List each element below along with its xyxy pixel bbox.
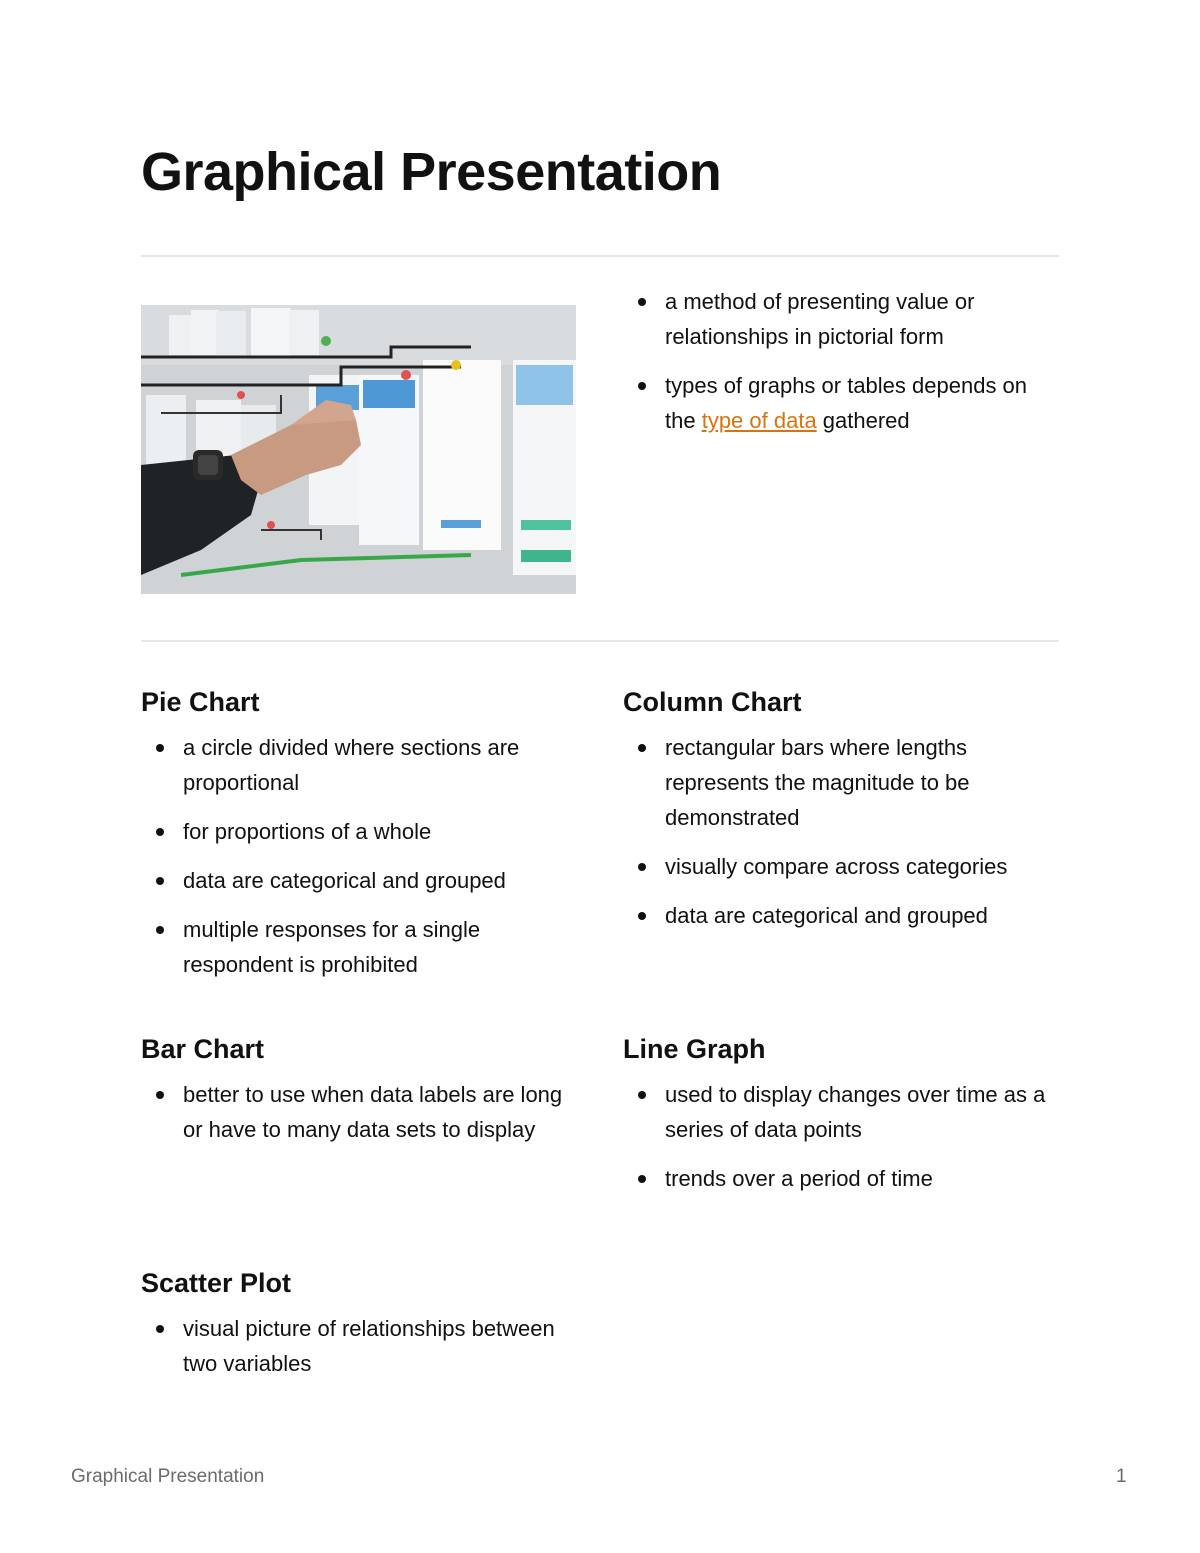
divider [141,255,1059,257]
list-item: used to display changes over time as a series of data points [623,1077,1059,1147]
list-item: data are categorical and grouped [141,863,577,898]
list-item: multiple responses for a single respondent is prohibited [141,912,577,982]
scatter-plot-section [141,1266,577,1395]
page-number: 1 [1116,1466,1127,1487]
type-of-data-link[interactable]: type of data [701,408,817,433]
list-item: data are categorical and grouped [623,898,1059,933]
list-item: visually compare across categories [623,849,1059,884]
pie-chart-section [141,685,577,996]
bar-chart-section [141,1032,577,1161]
column-chart-section [623,685,1059,947]
list-item: better to use when data labels are long or have to many data sets to display [141,1077,577,1147]
list-item: for proportions of a whole [141,814,577,849]
section-heading: Bar Chart [141,1034,265,1064]
list-item: types of graphs or tables depends on the type of data gathered [623,368,1059,438]
divider [141,640,1059,642]
page-title: Graphical Presentation [141,142,722,202]
intro-section [623,284,1059,452]
list-item: rectangular bars where lengths represents the magnitude to be demonstrated [623,730,1059,835]
footer-title: Graphical Presentation [71,1466,265,1487]
list-item: trends over a period of time [623,1161,1059,1196]
section-heading: Column Chart [623,687,802,717]
list-item: a circle divided where sections are proportional [141,730,577,800]
list-item: visual picture of relationships between two variables [141,1311,577,1381]
section-heading: Scatter Plot [141,1268,292,1298]
section-heading: Pie Chart [141,687,260,717]
line-graph-section [623,1032,1059,1210]
section-heading: Line Graph [623,1034,766,1064]
wall-chart-photo [141,305,576,594]
list-item: a method of presenting value or relationships in pictorial form [623,284,1059,354]
